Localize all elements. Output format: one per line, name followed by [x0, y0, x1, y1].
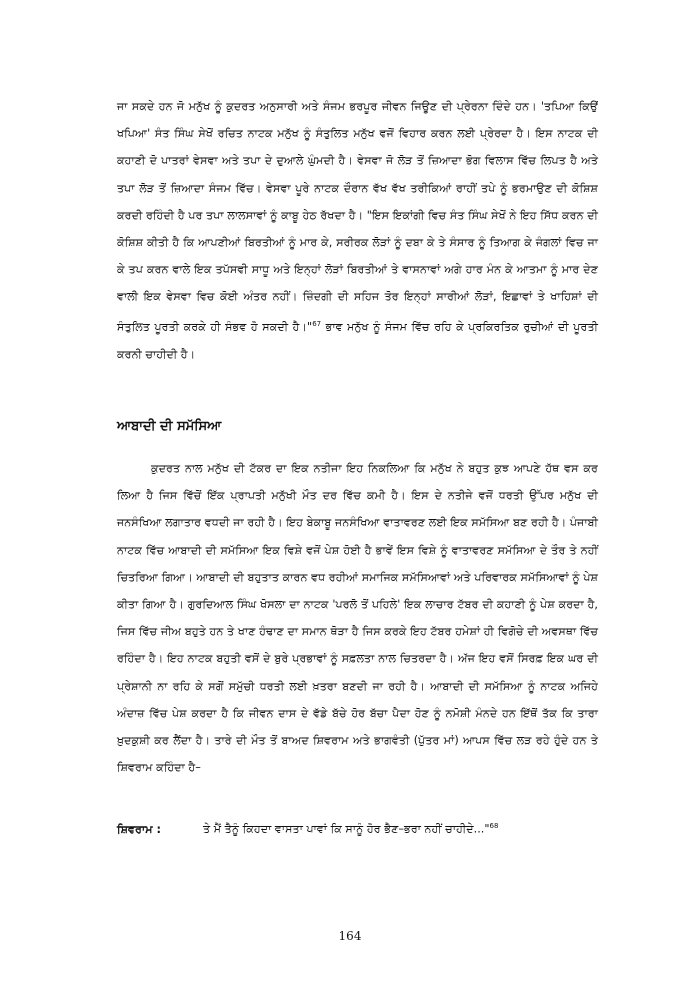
footnote-ref-68: 68	[489, 822, 499, 830]
footnote-ref-67: 67	[312, 319, 322, 328]
dialog-line	[117, 822, 598, 837]
dialog-text: ਤੇ ਮੈਂ ਤੈਨੂੰ ਕਿਹਦਾ ਵਾਸਤਾ ਪਾਵਾਂ ਕਿ ਸਾਨੂੰ ਹੋਰ ਭੈਣ–ਭਰਾ ਨਹੀਂ ਚਾਹੀਦੇ..."	[203, 822, 490, 836]
body-paragraph-1	[117, 93, 598, 368]
paragraph-1-end: ਭਾਵ ਮਨੁੱਖ ਨੂੰ ਸੰਜਮ ਵਿੱਚ ਰਹਿ ਕੇ ਪ੍ਰਕਿਰਤਿਕ ਰੁਚੀਆਂ ਦੀ ਪੂਰਤੀ ਕਰਨੀ ਚਾਹੀਦੀ ਹੈ।	[117, 320, 598, 361]
dialog-speaker: ਸ਼ਿਵਰਾਮ :	[117, 822, 161, 836]
paragraph-1-text: ਜਾ ਸਕਦੇ ਹਨ ਜੋ ਮਨੁੱਖ ਨੂੰ ਕੁਦਰਤ ਅਨੁਸਾਰੀ ਅਤੇ ਸੰਜਮ ਭਰਪੂਰ ਜੀਵਨ ਜਿਊਣ ਦੀ ਪ੍ਰੇਰਨਾ ਦਿੰਦੇ ਹਨ। 'ਤਪਿਆ ਕਿਉਂ ਖਪਿਆ' ਸੰਤ ਸਿੰਘ ਸੇਖੋਂ ਰਚਿਤ ਨਾਟਕ ਮਨੁੱਖ ਨੂੰ ਸੰਤੁਲਿਤ ਮਨੁੱਖ ਵਜੋਂ ਵਿਹਾਰ ਕਰਨ ਲਈ ਪ੍ਰੇਰਦਾ ਹੈ। ਇਸ ਨਾਟਕ ਦੀ ਕਹਾਣੀ ਦੋ ਪਾਤਰਾਂ ਵੇਸਵਾ ਅਤੇ ਤਪਾ ਦੇ ਦੁਆਲੇ ਘੁੰਮਦੀ ਹੈ। ਵੇਸਵਾ ਜੋ ਲੋੜ ਤੋਂ ਜ਼ਿਆਦਾ ਭੋਗ ਵਿਲਾਸ ਵਿੱਚ ਲਿਪਤ ਹੈ ਅਤੇ ਤਪਾ ਲੋੜ ਤੋਂ ਜ਼ਿਆਦਾ ਸੰਜਮ ਵਿੱਚ। ਵੇਸਵਾ ਪੂਰੇ ਨਾਟਕ ਦੌਰਾਨ ਵੱਖ ਵੱਖ ਤਰੀਕਿਆਂ ਰਾਹੀਂ ਤਪੇ ਨੂੰ ਭਰਮਾਉਣ ਦੀ ਕੋਸ਼ਿਸ਼ ਕਰਦੀ ਰਹਿੰਦੀ ਹੈ ਪਰ ਤਪਾ ਲਾਲਸਾਵਾਂ ਨੂੰ ਕਾਬੂ ਹੇਠ ਰੱਖਦਾ ਹੈ। "ਇਸ ਇਕਾਂਗੀ ਵਿਚ ਸੰਤ ਸਿੰਘ ਸੇਖੋਂ ਨੇ ਇਹ ਸਿੱਧ ਕਰਨ ਦੀ ਕੋਸ਼ਿਸ਼ ਕੀਤੀ ਹੈ ਕਿ ਆਪਣੀਆਂ ਬਿਰਤੀਆਂ ਨੂੰ ਮਾਰ ਕੇ, ਸਰੀਰਕ ਲੋੜਾਂ ਨੂੰ ਦਬਾ ਕੇ ਤੇ ਸੰਸਾਰ ਨੂੰ ਤਿਆਗ ਕੇ ਜੰਗਲਾਂ ਵਿਚ ਜਾ ਕੇ ਤਪ ਕਰਨ ਵਾਲੇ ਇਕ ਤਪੱਸਵੀ ਸਾਧੂ ਅਤੇ ਇਨ੍ਹਾਂ ਲੋੜਾਂ ਬਿਰਤੀਆਂ ਤੇ ਵਾਸਨਾਵਾਂ ਅਗੇ ਹਾਰ ਮੰਨ ਕੇ ਆਤਮਾ ਨੂੰ ਮਾਰ ਦੇਣ ਵਾਲੀ ਇਕ ਵੇਸਵਾ ਵਿਚ ਕੋਈ ਅੰਤਰ ਨਹੀਂ। ਜ਼ਿੰਦਗੀ ਦੀ ਸਹਿਜ ਤੋਰ ਇਨ੍ਹਾਂ ਸਾਰੀਆਂ ਲੋੜਾਂ, ਇਛਾਵਾਂ ਤੇ ਖਾਹਿਸ਼ਾਂ ਦੀ ਸੰਤੁਲਿਤ ਪੂਰਤੀ ਕਰਕੇ ਹੀ ਸੰਭਵ ਹੋ ਸਕਦੀ ਹੈ।"	[117, 100, 598, 334]
page-number: 164	[338, 929, 362, 943]
body-paragraph-2: ਕੁਦਰਤ ਨਾਲ ਮਨੁੱਖ ਦੀ ਟੱਕਰ ਦਾ ਇਕ ਨਤੀਜਾ ਇਹ ਨਿਕਲਿਆ ਕਿ ਮਨੁੱਖ ਨੇ ਬਹੁਤ ਕੁਝ ਆਪਣੇ ਹੱਥ ਵਸ ਕਰ ਲਿਆ ਹੈ ਜਿਸ ਵਿੱਚੋਂ ਇੱਕ ਪ੍ਰਾਪਤੀ ਮਨੁੱਖੀ ਮੌਤ ਦਰ ਵਿੱਚ ਕਮੀ ਹੈ। ਇਸ ਦੇ ਨਤੀਜੇ ਵਜੋਂ ਧਰਤੀ ਉੱਪਰ ਮਨੁੱਖ ਦੀ ਜਨਸੰਖਿਆ ਲਗਾਤਾਰ ਵਧਦੀ ਜਾ ਰਹੀ ਹੈ। ਇਹ ਬੇਕਾਬੂ ਜਨਸੰਖਿਆ ਵਾਤਾਵਰਣ ਲਈ ਇਕ ਸਮੱਸਿਆ ਬਣ ਰਹੀ ਹੈ। ਪੰਜਾਬੀ ਨਾਟਕ ਵਿੱਚ ਆਬਾਦੀ ਦੀ ਸਮੱਸਿਆ ਇਕ ਵਿਸ਼ੇ ਵਜੋਂ ਪੇਸ਼ ਹੋਈ ਹੈ ਭਾਵੇਂ ਇਸ ਵਿਸ਼ੇ ਨੂੰ ਵਾਤਾਵਰਣ ਸਮੱਸਿਆ ਦੇ ਤੌਰ ਤੇ ਨਹੀਂ ਚਿਤਰਿਆ ਗਿਆ। ਆਬਾਦੀ ਦੀ ਬਹੁਤਾਤ ਕਾਰਨ ਵਧ ਰਹੀਆਂ ਸਮਾਜਿਕ ਸਮੱਸਿਆਵਾਂ ਅਤੇ ਪਰਿਵਾਰਕ ਸਮੱਸਿਆਵਾਂ ਨੂੰ ਪੇਸ਼ ਕੀਤਾ ਗਿਆ ਹੈ। ਗੁਰਦਿਆਲ ਸਿੰਘ ਖੋਸਲਾ ਦਾ ਨਾਟਕ 'ਪਰਲੋ ਤੋਂ ਪਹਿਲੇ' ਇਕ ਲਾਚਾਰ ਟੱਬਰ ਦੀ ਕਹਾਣੀ ਨੂੰ ਪੇਸ਼ ਕਰਦਾ ਹੈ, ਜਿਸ ਵਿੱਚ ਜੀਅ ਬਹੁਤੇ ਹਨ ਤੇ ਖਾਣ ਹੰਢਾਣ ਦਾ ਸਮਾਨ ਥੋੜਾ ਹੈ ਜਿਸ ਕਰਕੇ ਇਹ ਟੱਬਰ ਹਮੇਸ਼ਾਂ ਹੀ ਵਿਗੋਚੇ ਦੀ ਅਵਸਥਾ ਵਿੱਚ ਰਹਿੰਦਾ ਹੈ। ਇਹ ਨਾਟਕ ਬਹੁਤੀ ਵਸੋਂ ਦੇ ਬੁਰੇ ਪ੍ਰਭਾਵਾਂ ਨੂੰ ਸਫ਼ਲਤਾ ਨਾਲ ਚਿਤਰਦਾ ਹੈ। ਅੱਜ ਇਹ ਵਸੋਂ ਸਿਰਫ਼ ਇਕ ਘਰ ਦੀ ਪ੍ਰੇਸ਼ਾਨੀ ਨਾ ਰਹਿ ਕੇ ਸਗੋਂ ਸਮੁੱਚੀ ਧਰਤੀ ਲਈ ਖ਼ਤਰਾ ਬਣਦੀ ਜਾ ਰਹੀ ਹੈ। ਆਬਾਦੀ ਦੀ ਸਮੱਸਿਆ ਨੂੰ ਨਾਟਕ ਅਜਿਹੇ ਅੰਦਾਜ਼ ਵਿੱਚ ਪੇਸ਼ ਕਰਦਾ ਹੈ ਕਿ ਜੀਵਨ ਦਾਸ ਦੇ ਵੱਡੇ ਬੱਚੇ ਹੋਰ ਬੱਚਾ ਪੈਦਾ ਹੋਣ ਨੂੰ ਨਮੋਸ਼ੀ ਮੰਨਦੇ ਹਨ ਇੱਥੋਂ ਤੱਕ ਕਿ ਤਾਰਾ ਖ਼ੁਦਕੁਸ਼ੀ ਕਰ ਲੈਂਦਾ ਹੈ। ਤਾਰੇ ਦੀ ਮੌਤ ਤੋਂ ਬਾਅਦ ਸ਼ਿਵਰਾਮ ਅਤੇ ਭਾਗਵੰਤੀ (ਪੁੱਤਰ ਮਾਂ) ਆਪਸ ਵਿੱਚ ਲੜ ਰਹੇ ਹੁੰਦੇ ਹਨ ਤੇ ਸ਼ਿਵਰਾਮ ਕਹਿੰਦਾ ਹੈ–	[117, 462, 598, 775]
section-heading: ਆਬਾਦੀ ਦੀ ਸਮੱਸਿਆ	[117, 419, 222, 434]
